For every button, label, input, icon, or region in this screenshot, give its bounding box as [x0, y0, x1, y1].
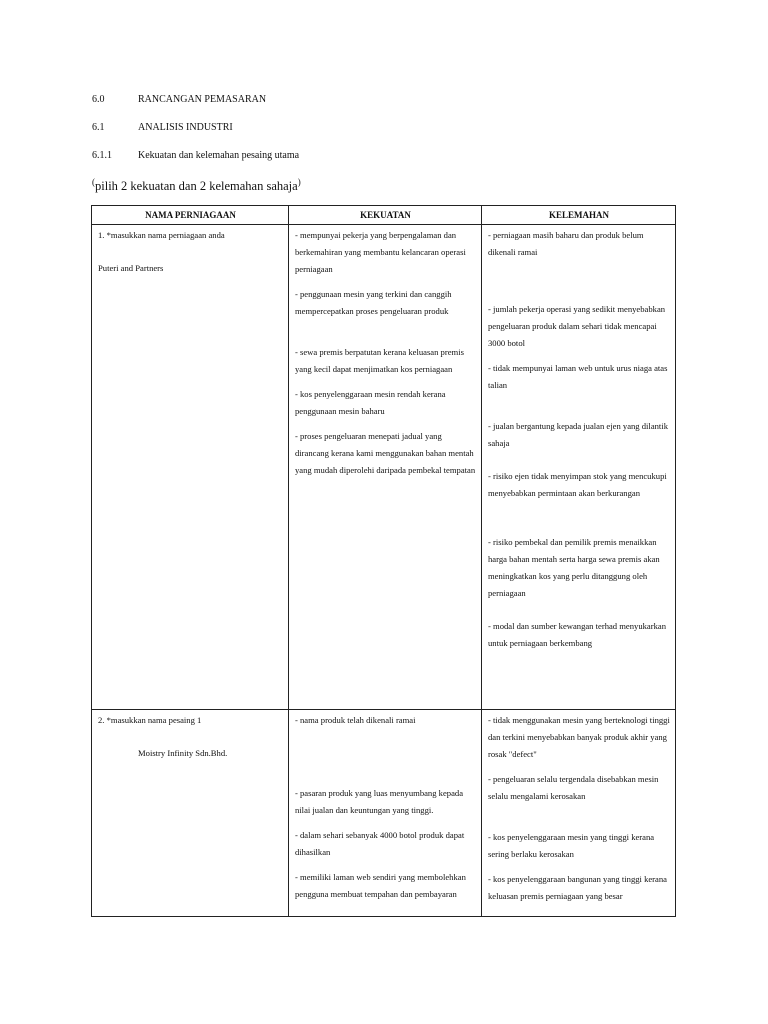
strength-item: - mempunyai pekerja yang berpengalaman dan berkemahiran yang membantu kelancaran operasi perniagaan	[295, 230, 466, 274]
weakness-item: - kos penyelenggaraan bangunan yang tinggi kerana keluasan premis perniagaan yang besar	[488, 874, 667, 901]
strength-item: - pasaran produk yang luas menyumbang kepada nilai jualan dan keuntungan yang tinggi.	[295, 788, 464, 815]
table-row	[92, 225, 676, 710]
business-name-cell	[92, 710, 289, 917]
business-name-label: 1. *masukkan nama perniagaan anda	[98, 230, 225, 240]
section-title: RANCANGAN PEMASARAN	[138, 94, 267, 105]
business-name-label: 2. *masukkan nama pesaing 1	[98, 715, 202, 725]
weakness-item: - risiko ejen tidak menyimpan stok yang mencukupi menyebabkan permintaan akan berkurangan	[488, 471, 667, 498]
weakness-item: - jumlah pekerja operasi yang sedikit menyebabkan pengeluaran produk dalam sehari tidak mencapai 3000 botol	[488, 304, 666, 348]
weakness-item: - jualan bergantung kepada jualan ejen yang dilantik sahaja	[488, 421, 669, 448]
competitor-table	[91, 205, 676, 917]
strength-item: - proses pengeluaran menepati jadual yang dirancang kerana kami menggunakan bahan mentah yang mudah diperolehi daripada pembekal tempatan	[295, 431, 476, 475]
strength-item: - penggunaan mesin yang terkini dan canggih mempercepatkan proses pengeluaran produk	[295, 289, 452, 316]
header-kelemahan: KELEMAHAN	[482, 206, 676, 225]
instruction-note	[92, 177, 301, 194]
header-kekuatan: KEKUATAN	[289, 206, 482, 225]
strength-item: - kos penyelenggaraan mesin rendah kerana penggunaan mesin baharu	[295, 389, 446, 416]
table-header-row	[92, 206, 676, 225]
note-open-paren: (	[92, 177, 95, 187]
weakness-item: - pengeluaran selalu tergendala disebabkan mesin selalu mengalami kerosakan	[488, 774, 659, 801]
weaknesses-cell	[482, 225, 676, 710]
weakness-item: - risiko pembekal dan pemilik premis menaikkan harga bahan mentah serta harga sewa premis akan meningkatkan kos yang perlu ditanggung oleh perniagaan	[488, 537, 660, 598]
section-heading	[92, 94, 266, 105]
weakness-item: - tidak mempunyai laman web untuk urus niaga atas talian	[488, 363, 668, 390]
section-number: 6.0	[92, 94, 105, 105]
note-close-paren: )	[297, 177, 301, 187]
business-name-value: Moistry Infinity Sdn.Bhd.	[138, 748, 228, 758]
weakness-item: - perniagaan masih baharu dan produk belum dikenali ramai	[488, 230, 644, 257]
subsection-title: ANALISIS INDUSTRI	[138, 122, 233, 133]
strengths-cell	[289, 225, 482, 710]
weakness-item: - tidak menggunakan mesin yang berteknologi tinggi dan terkini menyebabkan banyak produk akhir yang rosak "defect"	[488, 715, 670, 759]
subsubsection-heading	[92, 150, 299, 161]
business-name-value: Puteri and Partners	[98, 263, 164, 273]
strengths-cell	[289, 710, 482, 917]
strength-item: - dalam sehari sebanyak 4000 botol produk dapat dihasilkan	[295, 830, 465, 857]
subsubsection-number: 6.1.1	[92, 150, 112, 161]
weaknesses-cell	[482, 710, 676, 917]
weakness-item: - kos penyelenggaraan mesin yang tinggi kerana sering berlaku kerosakan	[488, 832, 655, 859]
header-nama-perniagaan: NAMA PERNIAGAAN	[92, 206, 289, 225]
business-name-cell	[92, 225, 289, 710]
weakness-item: - modal dan sumber kewangan terhad menyukarkan untuk perniagaan berkembang	[488, 621, 667, 648]
strength-item: - memiliki laman web sendiri yang membolehkan pengguna membuat tempahan dan pembayaran	[295, 872, 466, 899]
note-text: pilih 2 kekuatan dan 2 kelemahan sahaja	[95, 179, 298, 194]
subsubsection-title: Kekuatan dan kelemahan pesaing utama	[138, 150, 300, 161]
subsection-heading	[92, 122, 233, 133]
subsection-number: 6.1	[92, 122, 105, 133]
strength-item: - sewa premis berpatutan kerana keluasan premis yang kecil dapat menjimatkan kos perniagaan	[295, 347, 464, 374]
strength-item: - nama produk telah dikenali ramai	[295, 715, 416, 725]
table-row	[92, 710, 676, 917]
